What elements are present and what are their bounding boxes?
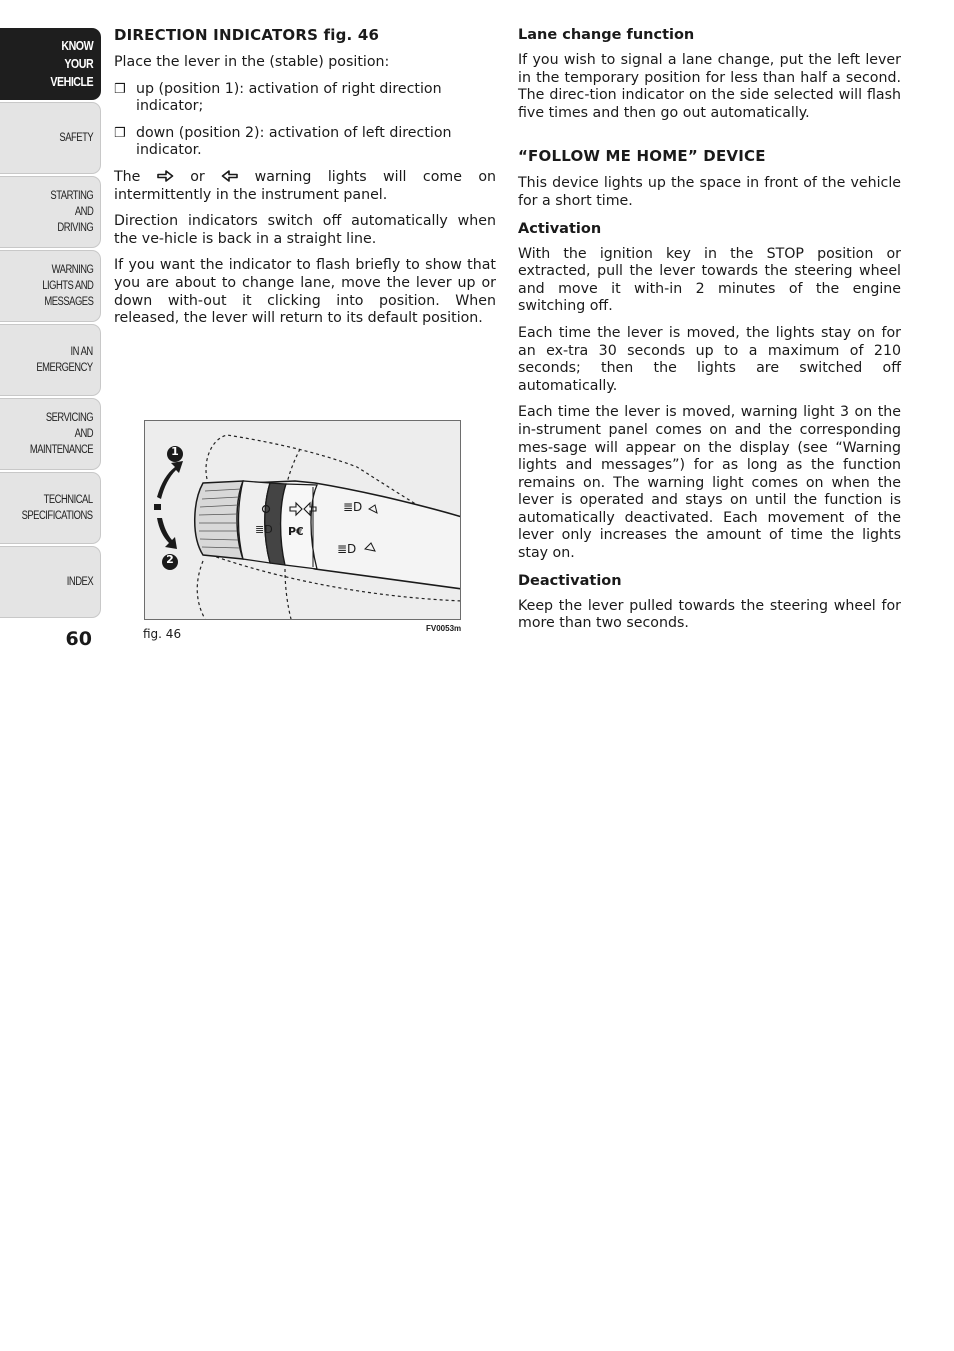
deactivation-heading: Deactivation [518,572,622,589]
tab-technical-specifications[interactable] [0,472,101,544]
tab-starting-and-driving[interactable] [0,176,101,248]
right-arrow-icon [157,170,174,182]
tab-warning-lights[interactable] [0,250,101,322]
warning-lights-text [114,169,496,204]
intro-text: Place the lever in the (stable) position: [114,54,390,70]
svg-text:≣D: ≣D [255,523,273,536]
bullet-text: down (position 2): activation of left direction indicator. [136,124,452,159]
svg-text:≣D: ≣D [343,500,363,514]
text-fragment: warning lights will come on intermittently in the instrument panel. [114,168,497,203]
tab-label: STARTING AND DRIVING [50,190,93,234]
marker-down-label: 2 [166,553,174,566]
lane-change-text: If you wish to signal a lane change, put the left lever in the temporary position for less than half a second. The direc-tion indicator on the side selected will flash five times and then go out automatically. [518,52,901,121]
lane-change-heading: Lane change function [518,27,695,43]
svg-text:≣D: ≣D [337,542,357,556]
tab-label: INDEX [66,576,93,588]
page-number: 60 [65,628,92,650]
checkbox-bullet-icon: ❒ [114,125,126,141]
auto-off-text: Direction indicators switch off automatically when the ve-hicle is back in a straight line. [114,213,496,247]
figure-caption: fig. 46 [143,627,182,641]
tab-servicing[interactable] [0,398,101,470]
activation-text: Each time the lever is moved, the lights stay on for an ex-tra 30 seconds up to a maximum of 210 seconds; then the lights are switched off automatically. [518,324,901,394]
lever-figure [144,420,461,620]
lever-illustration [145,421,461,620]
marker-up-label: 1 [171,445,179,458]
tab-label: IN AN EMERGENCY [36,346,93,374]
follow-me-home-heading: “FOLLOW ME HOME” DEVICE [518,147,766,166]
figure-code: FV0053m [426,624,462,633]
section-heading: DIRECTION INDICATORS fig. 46 [114,26,380,44]
tab-index[interactable] [0,546,101,618]
text-fragment: The [114,168,141,185]
tab-know-your-vehicle[interactable] [0,28,101,100]
tab-label: KNOW YOUR VEHICLE [50,38,93,89]
bullet-item [114,125,496,160]
text-fragment: or [190,168,205,185]
left-arrow-icon [221,170,238,182]
bullet-item [114,81,496,116]
checkbox-bullet-icon: ❒ [114,81,126,97]
left-column [114,26,496,337]
activation-text: With the ignition key in the STOP position or extracted, pull the lever towards the steering wheel and move it with-in 2 minutes of the engine switching off. [518,245,901,315]
tab-safety[interactable] [0,102,101,174]
deactivation-text: Keep the lever pulled towards the steering wheel for more than two seconds. [518,597,901,632]
bullet-text: up (position 1): activation of right direction indicator; [136,80,442,115]
right-column [518,26,901,642]
activation-heading: Activation [518,220,602,237]
tab-label: SERVICING AND MAINTENANCE [29,412,93,456]
follow-me-home-text: This device lights up the space in front of the vehicle for a short time. [518,175,901,209]
tab-label: SAFETY [59,132,93,144]
svg-text:P€: P€ [288,525,304,538]
tab-label: TECHNICAL SPECIFICATIONS [21,494,93,522]
chapter-sidebar [0,28,101,620]
tab-label: WARNING LIGHTS AND MESSAGES [41,264,93,308]
tab-emergency[interactable] [0,324,101,396]
lane-change-hint-text: If you want the indicator to flash briefly to show that you are about to change lane, move the lever up or down with-out it clicking into position. When released, the lever will return to its default position. [114,257,496,327]
activation-text: Each time the lever is moved, warning light 3 on the in-strument panel comes on and the corresponding mes-sage will appear on the display (see “Warning lights and messages”) for as long as the function remains on. The warning light comes on when the lever is operated and stays on until the function is automatically deactivated. Each movement of the lever only increases the amount of time the lights stay on. [518,404,901,562]
spacer [518,131,901,147]
